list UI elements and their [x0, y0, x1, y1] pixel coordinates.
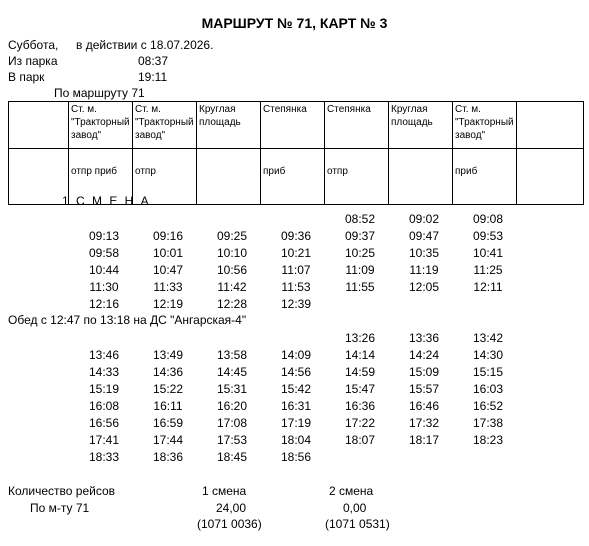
- time-cell: 10:21: [280, 246, 312, 260]
- time-cell: 17:41: [88, 433, 120, 447]
- time-cell: 18:17: [408, 433, 440, 447]
- shift2-label: 2 смена: [329, 484, 374, 498]
- time-cell: 11:55: [345, 280, 375, 294]
- time-cell: 10:44: [88, 263, 120, 277]
- route-trips-label: По м-ту 71: [30, 501, 90, 515]
- to-park-time: 19:11: [138, 70, 168, 84]
- time-cell: 17:38: [472, 416, 504, 430]
- time-cell: 16:11: [153, 399, 183, 413]
- stop-type: [197, 149, 261, 205]
- time-cell: 10:35: [408, 246, 440, 260]
- header-empty-cell: [517, 149, 584, 205]
- time-cell: 15:15: [472, 365, 504, 379]
- time-cell: 12:05: [408, 280, 440, 294]
- time-cell: 18:33: [88, 450, 120, 464]
- time-cell: 11:09: [345, 263, 375, 277]
- stop-name: Ст. м. "Тракторный завод": [69, 102, 133, 149]
- day-label: Суббота,: [8, 38, 59, 52]
- time-cell: 14:14: [344, 348, 376, 362]
- shift1-code: (1071 0036): [197, 517, 262, 531]
- validity-text: в действии с 18.07.2026.: [76, 38, 214, 52]
- time-cell: 16:08: [88, 399, 120, 413]
- time-cell: 13:36: [408, 331, 440, 345]
- time-cell: 13:26: [344, 331, 376, 345]
- shift-label: 1 С М Е Н А: [62, 194, 151, 208]
- time-cell: 16:36: [344, 399, 376, 413]
- time-cell: 10:01: [152, 246, 184, 260]
- time-cell: 13:46: [88, 348, 120, 362]
- time-cell: 15:09: [408, 365, 440, 379]
- time-cell: 12:11: [473, 280, 503, 294]
- time-cell: 10:41: [472, 246, 504, 260]
- time-cell: 10:47: [152, 263, 184, 277]
- time-cell: 14:56: [280, 365, 312, 379]
- time-cell: 09:36: [280, 229, 312, 243]
- time-cell: 09:02: [408, 212, 440, 226]
- stop-name: Ст. м. "Тракторный завод": [453, 102, 517, 149]
- time-cell: 16:46: [408, 399, 440, 413]
- time-cell: 14:24: [408, 348, 440, 362]
- time-cell: 09:37: [344, 229, 376, 243]
- shift1-value: 24,00: [216, 501, 247, 515]
- header-empty-cell: [517, 102, 584, 149]
- time-cell: 18:56: [280, 450, 312, 464]
- to-park-label: В парк: [8, 70, 45, 84]
- stop-name: Круглая площадь: [389, 102, 453, 149]
- time-cell: 18:36: [152, 450, 184, 464]
- stop-type: отпр: [133, 149, 197, 205]
- stop-type: отпр: [325, 149, 389, 205]
- time-cell: 09:58: [88, 246, 120, 260]
- time-cell: 17:32: [408, 416, 440, 430]
- time-cell: 14:30: [472, 348, 504, 362]
- stop-type: приб: [261, 149, 325, 205]
- time-cell: 17:53: [216, 433, 248, 447]
- time-cell: 11:30: [89, 280, 119, 294]
- route-label: По маршруту 71: [54, 86, 145, 100]
- time-cell: 11:53: [281, 280, 311, 294]
- time-cell: 09:13: [88, 229, 120, 243]
- header-empty-cell: [9, 102, 69, 149]
- time-cell: 11:07: [281, 263, 311, 277]
- time-cell: 10:25: [344, 246, 376, 260]
- time-cell: 16:56: [88, 416, 120, 430]
- time-cell: 14:33: [88, 365, 120, 379]
- time-cell: 18:07: [344, 433, 376, 447]
- time-cell: 15:22: [152, 382, 184, 396]
- time-cell: 18:04: [280, 433, 312, 447]
- time-cell: 14:45: [216, 365, 248, 379]
- time-cell: 09:25: [216, 229, 248, 243]
- stop-type: отпр приб: [69, 149, 133, 205]
- stop-name: Круглая площадь: [197, 102, 261, 149]
- shift2-value: 0,00: [343, 501, 367, 515]
- stop-name: Ст. м. "Тракторный завод": [133, 102, 197, 149]
- time-cell: 13:49: [152, 348, 184, 362]
- time-cell: 09:08: [472, 212, 504, 226]
- time-cell: 10:56: [216, 263, 248, 277]
- stop-name: Степянка: [261, 102, 325, 149]
- time-cell: 15:31: [216, 382, 248, 396]
- header-empty-cell: [9, 149, 69, 205]
- time-cell: 12:16: [88, 297, 120, 311]
- time-cell: 15:47: [344, 382, 376, 396]
- time-cell: 08:52: [344, 212, 376, 226]
- time-cell: 17:08: [216, 416, 248, 430]
- time-cell: 14:59: [344, 365, 376, 379]
- time-cell: 18:23: [472, 433, 504, 447]
- time-cell: 12:28: [216, 297, 248, 311]
- stop-type: приб: [453, 149, 517, 205]
- time-cell: 11:25: [473, 263, 503, 277]
- schedule-header-table: [8, 101, 584, 205]
- stop-type: [389, 149, 453, 205]
- time-cell: 15:57: [408, 382, 440, 396]
- time-cell: 16:31: [280, 399, 312, 413]
- time-cell: 11:19: [409, 263, 439, 277]
- time-cell: 17:19: [280, 416, 312, 430]
- time-cell: 15:42: [280, 382, 312, 396]
- time-cell: 16:59: [152, 416, 184, 430]
- time-cell: 16:03: [472, 382, 504, 396]
- shift1-label: 1 смена: [202, 484, 247, 498]
- time-cell: 14:09: [280, 348, 312, 362]
- time-cell: 09:16: [152, 229, 184, 243]
- time-cell: 12:19: [152, 297, 184, 311]
- time-cell: 14:36: [152, 365, 184, 379]
- time-cell: 13:58: [216, 348, 248, 362]
- time-cell: 16:20: [216, 399, 248, 413]
- time-cell: 15:19: [88, 382, 120, 396]
- time-cell: 12:39: [280, 297, 312, 311]
- from-park-label: Из парка: [8, 54, 58, 68]
- time-cell: 09:53: [472, 229, 504, 243]
- shift2-code: (1071 0531): [325, 517, 390, 531]
- from-park-time: 08:37: [138, 54, 169, 68]
- time-cell: 18:45: [216, 450, 248, 464]
- time-cell: 16:52: [472, 399, 504, 413]
- trips-count-label: Количество рейсов: [8, 484, 116, 498]
- time-cell: 17:22: [344, 416, 376, 430]
- lunch-note: Обед с 12:47 по 13:18 на ДС "Ангарская-4": [8, 313, 247, 327]
- time-cell: 11:42: [217, 280, 247, 294]
- page-title: МАРШРУТ № 71, КАРТ № 3: [201, 15, 388, 31]
- time-cell: 11:33: [153, 280, 183, 294]
- time-cell: 17:44: [152, 433, 184, 447]
- stop-name: Степянка: [325, 102, 389, 149]
- time-cell: 10:10: [216, 246, 248, 260]
- time-cell: 13:42: [472, 331, 504, 345]
- time-cell: 09:47: [408, 229, 440, 243]
